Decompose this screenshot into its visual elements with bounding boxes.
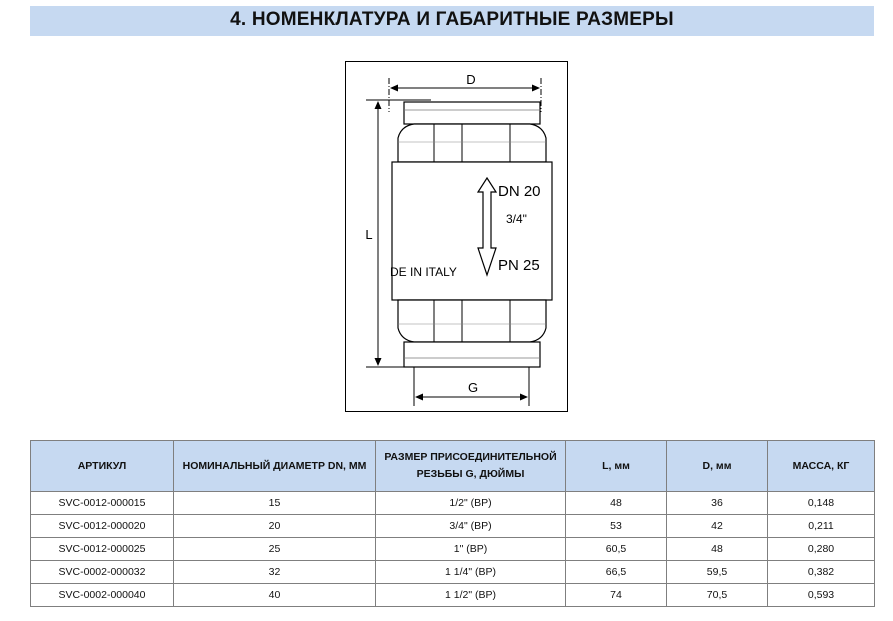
d-label: D [466,72,476,87]
cell-thread: 1 1/4" (ВР) [376,561,566,584]
cell-diameter: 70,5 [667,584,768,607]
section-title: 4. НОМЕНКЛАТУРА И ГАБАРИТНЫЕ РАЗМЕРЫ [230,9,674,30]
section-title-bar [30,6,874,36]
col-header-length: L, мм [566,441,667,492]
valve-drawing-svg [346,62,567,411]
cell-dn: 32 [174,561,376,584]
table-row [31,584,875,607]
cell-article: SVC-0002-000040 [31,584,174,607]
cell-diameter: 48 [667,538,768,561]
cell-length: 60,5 [566,538,667,561]
table-row [31,515,875,538]
table-row [31,561,875,584]
made-in-italy-marking: DE IN ITALY [390,265,457,279]
cell-length: 74 [566,584,667,607]
table-header-row [31,441,875,492]
col-header-nominal-diameter: НОМИНАЛЬНЫЙ ДИАМЕТР DN, ММ [174,441,376,492]
valve-top-end [404,102,540,124]
cell-dn: 15 [174,492,376,515]
cell-article: SVC-0012-000015 [31,492,174,515]
cell-article: SVC-0012-000025 [31,538,174,561]
col-header-article: АРТИКУЛ [31,441,174,492]
valve-drawing [345,61,568,412]
cell-dn: 25 [174,538,376,561]
cell-mass: 0,593 [768,584,875,607]
pn-marking: PN 25 [498,257,540,274]
cell-diameter: 36 [667,492,768,515]
cell-dn: 20 [174,515,376,538]
cell-thread: 1" (ВР) [376,538,566,561]
cell-length: 53 [566,515,667,538]
cell-diameter: 42 [667,515,768,538]
valve-bottom-end [404,342,540,367]
thread-size-marking: 3/4" [506,212,527,226]
cell-mass: 0,382 [768,561,875,584]
valve-top-hex [398,124,546,162]
cell-diameter: 59,5 [667,561,768,584]
cell-mass: 0,211 [768,515,875,538]
col-header-mass: МАССА, КГ [768,441,875,492]
cell-thread: 3/4" (ВР) [376,515,566,538]
g-label: G [467,380,479,395]
cell-article: SVC-0002-000032 [31,561,174,584]
nomenclature-table [30,440,875,607]
col-header-diameter: D, мм [667,441,768,492]
l-label: L [365,227,373,242]
cell-mass: 0,280 [768,538,875,561]
cell-thread: 1/2" (ВР) [376,492,566,515]
cell-article: SVC-0012-000020 [31,515,174,538]
cell-length: 48 [566,492,667,515]
dn-marking: DN 20 [498,183,541,200]
cell-dn: 40 [174,584,376,607]
table-row [31,538,875,561]
valve-bottom-hex [398,300,546,342]
cell-length: 66,5 [566,561,667,584]
col-header-thread-size: РАЗМЕР ПРИСОЕДИНИТЕЛЬНОЙ РЕЗЬБЫ G, ДЮЙМЫ [376,441,566,492]
cell-mass: 0,148 [768,492,875,515]
cell-thread: 1 1/2" (ВР) [376,584,566,607]
table-row [31,492,875,515]
